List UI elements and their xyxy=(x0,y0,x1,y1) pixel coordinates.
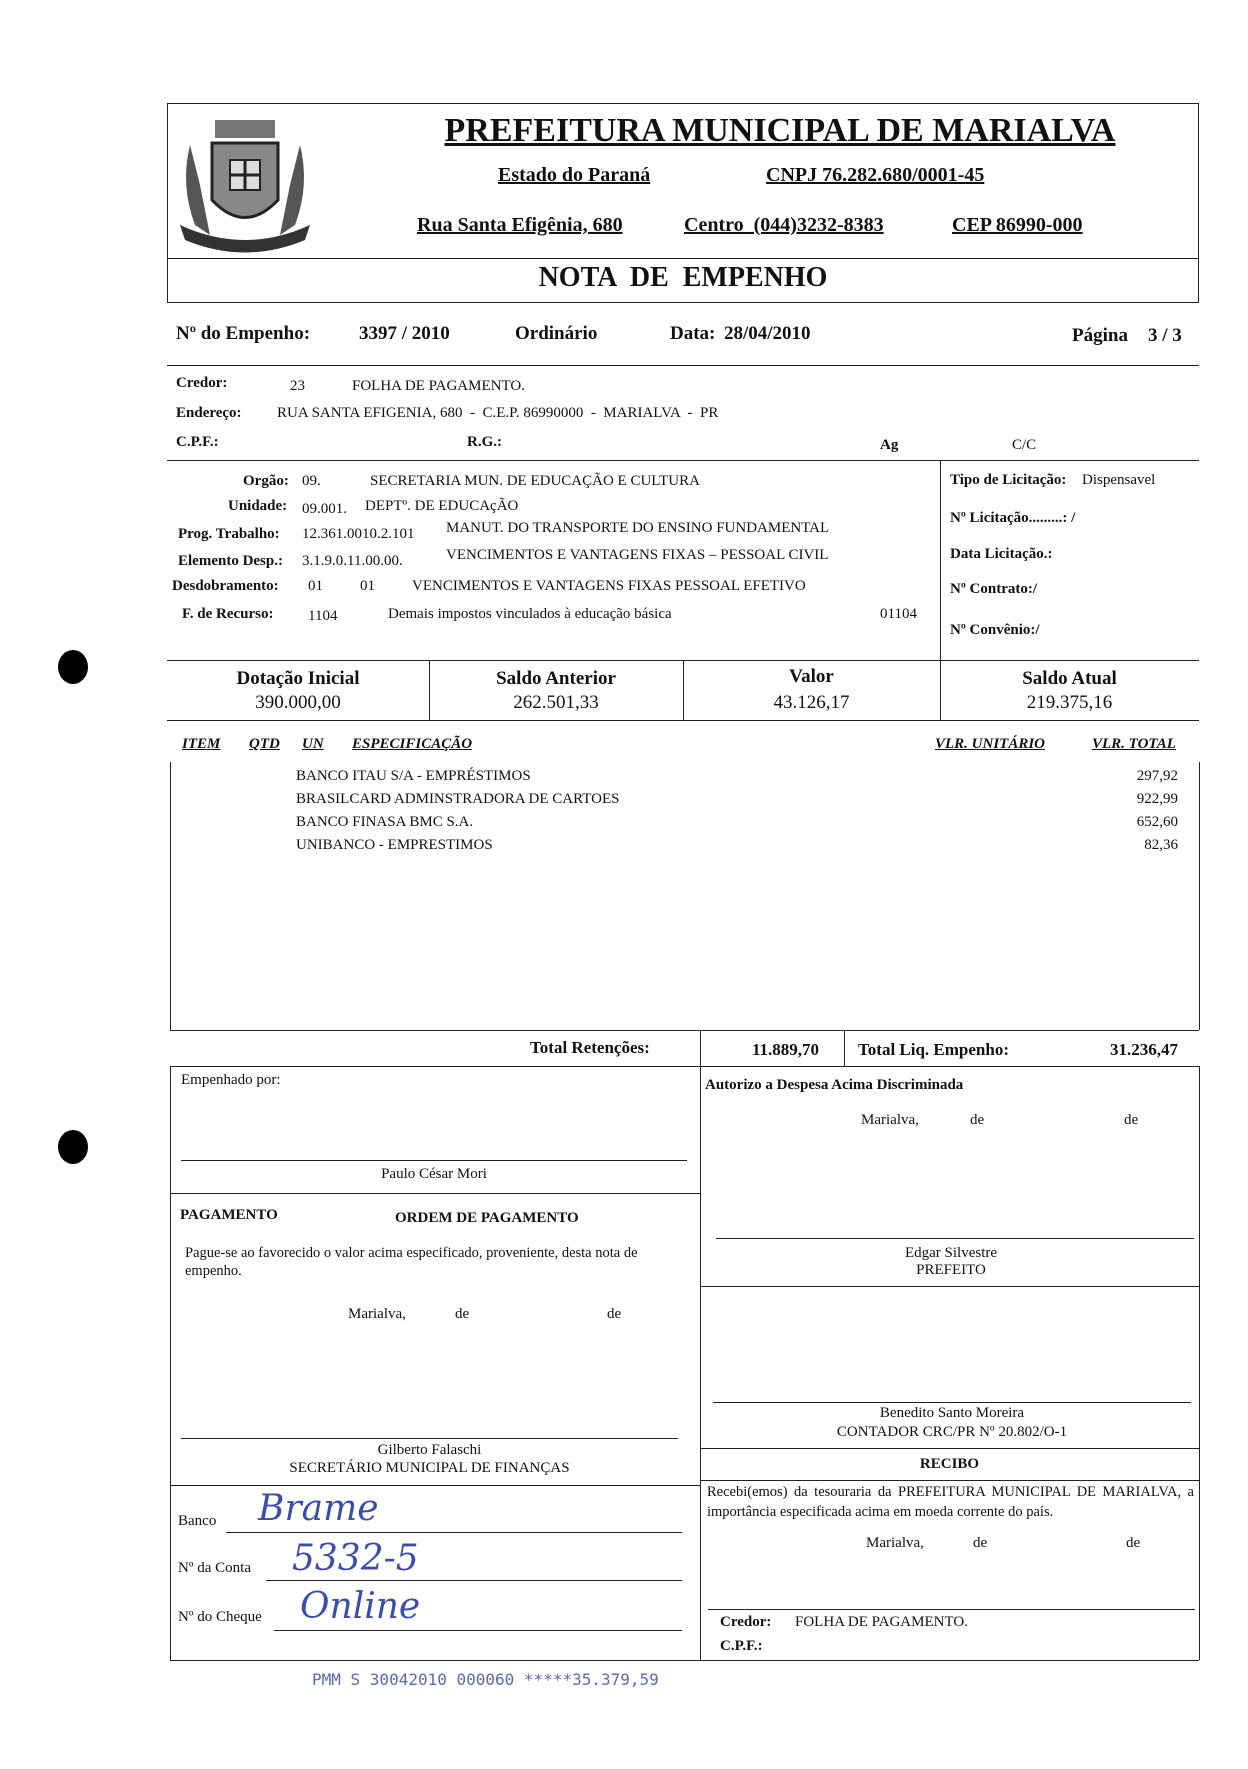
contract-label: Nº Contrato:/ xyxy=(950,581,1038,597)
header-title: PREFEITURA MUNICIPAL DE MARIALVA xyxy=(444,112,1116,149)
licitacao-number-label: Nº Licitação.........: / xyxy=(950,510,1076,526)
elemento-code: 3.1.9.0.11.00.00. xyxy=(302,553,403,569)
header-cnpj: CNPJ 76.282.680/0001-45 xyxy=(766,164,985,186)
elemento-label: Elemento Desp.: xyxy=(178,553,283,569)
list-item: BANCO FINASA BMC S.A. xyxy=(296,814,474,830)
col-un: UN xyxy=(302,736,324,752)
empenho-number: 3397 / 2010 xyxy=(359,323,450,344)
header-district-phone: Centro (044)3232-8383 xyxy=(684,214,884,236)
col-qtd: QTD xyxy=(249,736,280,752)
saldo-atual-label: Saldo Atual xyxy=(1022,668,1117,689)
dotacao-value: 390.000,00 xyxy=(255,692,341,713)
pagamento-title: PAGAMENTO xyxy=(180,1207,278,1223)
desdobramento-code2: 01 xyxy=(360,578,375,594)
empenhado-label: Empenhado por: xyxy=(181,1072,281,1088)
list-item: UNIBANCO - EMPRESTIMOS xyxy=(296,837,493,853)
licitacao-type: Dispensavel xyxy=(1082,472,1156,488)
elemento-value: VENCIMENTOS E VANTAGENS FIXAS – PESSOAL CIVIL xyxy=(446,547,829,563)
punch-hole-top xyxy=(58,650,88,684)
conta-label: Nº da Conta xyxy=(178,1560,251,1576)
coat-of-arms-icon xyxy=(170,105,320,255)
list-item-total: 82,36 xyxy=(1144,837,1178,853)
ag-label: Ag xyxy=(880,437,899,453)
recibo-cpf-label: C.P.F.: xyxy=(720,1638,763,1654)
col-total-value: VLR. TOTAL xyxy=(1092,736,1176,752)
document-title: NOTA DE EMPENHO xyxy=(538,262,828,293)
saldo-anterior-label: Saldo Anterior xyxy=(496,668,616,689)
cheque-label: Nº do Cheque xyxy=(178,1609,262,1625)
right-de1: de xyxy=(970,1112,985,1128)
credor-code: 23 xyxy=(290,378,305,394)
credor-label: Credor: xyxy=(176,375,228,391)
cc-label: C/C xyxy=(1012,437,1037,453)
credor-name: FOLHA DE PAGAMENTO. xyxy=(352,378,525,394)
recibo-title: RECIBO xyxy=(919,1456,980,1472)
prefeito-title: PREFEITO xyxy=(916,1262,986,1278)
recibo-credor-label: Credor: xyxy=(720,1614,772,1630)
empenho-number-label: Nº do Empenho: xyxy=(176,323,311,344)
orgao-code: 09. xyxy=(302,473,321,489)
fonte-label: F. de Recurso: xyxy=(182,606,274,622)
list-item-total: 922,99 xyxy=(1136,791,1178,807)
valor-label: Valor xyxy=(789,666,834,687)
address-value: RUA SANTA EFIGENIA, 680 - C.E.P. 86990000 - MARIALVA - PR xyxy=(277,405,719,421)
saldo-atual-value: 219.375,16 xyxy=(1026,692,1113,713)
col-item: ITEM xyxy=(182,736,221,752)
saldo-anterior-value: 262.501,33 xyxy=(513,692,599,713)
secretario-title: SECRETÁRIO MUNICIPAL DE FINANÇAS xyxy=(289,1460,570,1476)
conta-handwriting: 5332-5 xyxy=(292,1538,419,1579)
address-label: Endereço: xyxy=(176,405,242,421)
total-retencoes: 11.889,70 xyxy=(752,1040,820,1059)
rg-label: R.G.: xyxy=(467,434,502,450)
punch-hole-bottom xyxy=(58,1130,88,1164)
pague-text: Pague-se ao favorecido o valor acima especificado, proveniente, desta nota de empenho. xyxy=(185,1245,638,1279)
left-marialva: Marialva, xyxy=(348,1306,406,1322)
unidade-code: 09.001. xyxy=(302,501,347,517)
total-retencoes-label: Total Retenções: xyxy=(530,1038,650,1057)
orgao-label: Orgão: xyxy=(243,473,289,489)
orgao-value: SECRETARIA MUN. DE EDUCAÇÃO E CULTURA xyxy=(370,473,700,489)
licitacao-date-label: Data Licitação.: xyxy=(950,546,1053,562)
page-number: 3 / 3 xyxy=(1148,325,1182,346)
cpf-label: C.P.F.: xyxy=(176,434,219,450)
unidade-label: Unidade: xyxy=(228,498,288,514)
unidade-value: DEPTº. DE EDUCAçÃO xyxy=(365,498,519,514)
recibo-marialva: Marialva, xyxy=(866,1535,924,1551)
empenho-date-label: Data: xyxy=(670,323,716,344)
left-de2: de xyxy=(607,1306,622,1322)
secretario-name: Gilberto Falaschi xyxy=(377,1442,482,1458)
header-cep: CEP 86990-000 xyxy=(952,214,1083,236)
recibo-credor: FOLHA DE PAGAMENTO. xyxy=(795,1614,968,1630)
fonte-value: Demais impostos vinculados à educação básica xyxy=(388,606,672,622)
prog-code: 12.361.0010.2.101 xyxy=(302,526,415,542)
total-liquido-label: Total Liq. Empenho: xyxy=(858,1040,1009,1059)
machine-stamp: PMM S 30042010 000060 *****35.379,59 xyxy=(312,1670,659,1689)
prog-label: Prog. Trabalho: xyxy=(178,526,280,542)
convenio-label: Nº Convênio:/ xyxy=(950,622,1040,638)
dotacao-label: Dotação Inicial xyxy=(236,668,360,689)
ordem-title: ORDEM DE PAGAMENTO xyxy=(395,1210,579,1226)
empenho-type: Ordinário xyxy=(515,323,598,344)
banco-label: Banco xyxy=(178,1513,217,1529)
contador-name: Benedito Santo Moreira xyxy=(879,1405,1025,1421)
banco-handwriting: Brame xyxy=(258,1488,379,1529)
header-state: Estado do Paraná xyxy=(498,164,651,186)
licitacao-type-label: Tipo de Licitação: xyxy=(950,472,1067,488)
fonte-code2: 01104 xyxy=(880,606,917,622)
recibo-text: Recebi(emos) da tesouraria da PREFEITURA MUNICIPAL DE MARIALVA, a importância especificada acima em moeda corrente do país. xyxy=(707,1484,1194,1520)
recibo-de2: de xyxy=(1126,1535,1141,1551)
col-spec: ESPECIFICAÇÃO xyxy=(352,736,473,752)
desdobramento-label: Desdobramento: xyxy=(172,578,279,594)
right-de2: de xyxy=(1124,1112,1139,1128)
autorizo-title: Autorizo a Despesa Acima Discriminada xyxy=(705,1077,964,1093)
total-liquido: 31.236,47 xyxy=(1110,1040,1178,1059)
prog-value: MANUT. DO TRANSPORTE DO ENSINO FUNDAMENTAL xyxy=(446,520,830,536)
prefeito-name: Edgar Silvestre xyxy=(904,1245,998,1261)
header-street: Rua Santa Efigênia, 680 xyxy=(417,214,623,236)
right-marialva: Marialva, xyxy=(861,1112,919,1128)
list-item: BANCO ITAU S/A - EMPRÉSTIMOS xyxy=(296,768,531,784)
fonte-code: 1104 xyxy=(308,608,338,624)
list-item-total: 652,60 xyxy=(1136,814,1178,830)
left-de1: de xyxy=(455,1306,470,1322)
desdobramento-value: VENCIMENTOS E VANTAGENS FIXAS PESSOAL EFETIVO xyxy=(412,578,806,594)
page-label: Página xyxy=(1072,325,1128,346)
col-unit-value: VLR. UNITÁRIO xyxy=(935,736,1046,752)
list-item-total: 297,92 xyxy=(1136,768,1178,784)
desdobramento-code1: 01 xyxy=(308,578,323,594)
cheque-handwriting: Online xyxy=(300,1586,421,1627)
recibo-de1: de xyxy=(973,1535,988,1551)
list-item: BRASILCARD ADMINSTRADORA DE CARTOES xyxy=(296,791,620,807)
contador-title: CONTADOR CRC/PR Nº 20.802/O-1 xyxy=(836,1424,1068,1440)
empenhado-name: Paulo César Mori xyxy=(381,1166,487,1182)
valor-value: 43.126,17 xyxy=(773,692,850,713)
empenho-date: 28/04/2010 xyxy=(724,323,811,344)
